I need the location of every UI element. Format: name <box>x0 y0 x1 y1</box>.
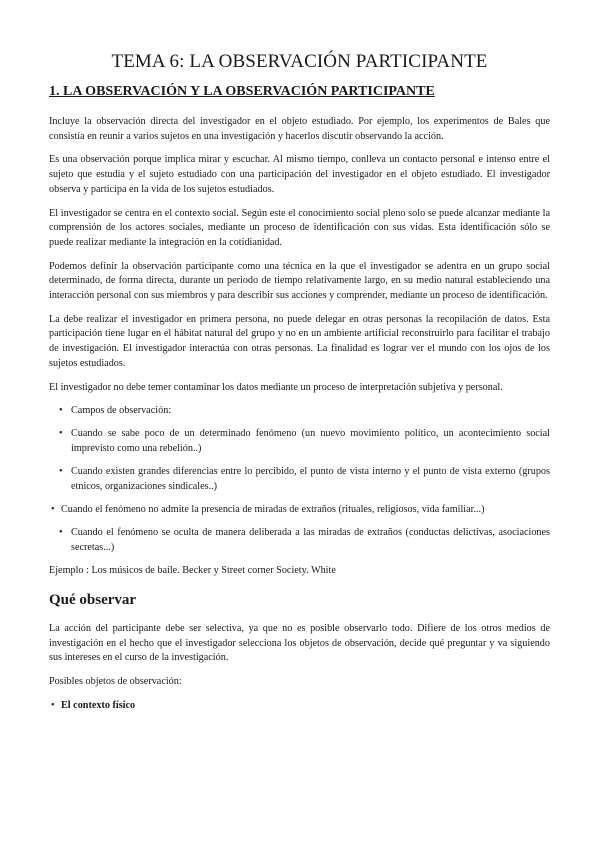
paragraph-5: La debe realizar el investigador en primera persona, no puede delegar en otras personas la recopilación de datos. Esta participación tiene lugar en el hábitat natural del grupo y no en un ambiente artificial reconstruirlo para facilitar el trabajo de investigación. El investigador interactúa con otras personas. La finalidad es lograr ver el mundo con los ojos de los sujetos estudiados. <box>49 313 550 369</box>
paragraph-4: Podemos definir la observación participante como una técnica en la que el investigador se adentra en un grupo social determinado, de forma directa, durante un periodo de tiempo relativamente largo, en su medio natural estableciendo una interacción personal con sus miembros y para describir sus acciones y comprender, mediante un proceso de identificación. <box>49 260 550 302</box>
bullet-icon: • <box>51 699 55 711</box>
bullet-icon: • <box>59 405 63 417</box>
bullet-icon: • <box>59 428 63 440</box>
list-item <box>49 526 550 555</box>
section-heading: 1. LA OBSERVACIÓN Y LA OBSERVACIÓN PARTICIPANTE <box>49 84 435 99</box>
paragraph-que-observar: La acción del participante debe ser selectiva, ya que no es posible observarlo todo. Difiere de los otros medios de investigación en el hecho que el investigador selecciona los objetos de observación, decide qué preguntar y va siguiendo sus intereses en el curso de la investigación. <box>49 623 550 664</box>
document-page <box>49 50 550 722</box>
list-item <box>49 699 550 714</box>
paragraph-1: Incluye la observación directa del investigador en el objeto estudiado. Por ejemplo, los experimentos de Bales que consistía en reunir a varios sujetos en una investigación y hacerlos discutir observando la acción. <box>49 116 550 142</box>
list-item <box>49 404 550 419</box>
list-item <box>49 427 550 456</box>
bullet-icon: • <box>59 466 63 478</box>
list-item-text: Cuando se sabe poco de un determinado fenómeno (un nuevo movimiento político, un acontecimiento social imprevisto como una rebelión..) <box>71 428 550 455</box>
list-item-text: Cuando existen grandes diferencias entre lo percibido, el punto de vista interno y el punto de vista externo (grupos etnicos, organizaciones sindicales..) <box>71 466 550 493</box>
list-item-text: Campos de observación: <box>71 405 172 417</box>
document-title: TEMA 6: LA OBSERVACIÓN PARTICIPANTE <box>111 51 488 72</box>
list-item-text: Cuando el fenómeno se oculta de manera deliberada a las miradas de extraños (conductas delictivas, asociaciones secretas...) <box>71 527 550 554</box>
posibles-objetos-label: Posibles objetos de observación: <box>49 676 182 688</box>
list-item-text: El contexto físico <box>61 699 136 711</box>
paragraph-3: El investigador se centra en el contexto social. Según este el conocimiento social pleno solo se puede alcanzar mediante la comprensión de los actores sociales, mediante un proceso de identificación con sus vidas. Esta identificación sólo se puede realizar mediante la integración en la cotidianidad. <box>49 207 550 248</box>
list-item <box>49 465 550 494</box>
list-item <box>49 503 550 518</box>
bullet-icon: • <box>51 504 55 516</box>
observation-fields-list <box>49 404 550 556</box>
list-item-text: Cuando el fenómeno no admite la presencia de miradas de extraños (rituales, religiosos, vida familiar...) <box>61 504 485 516</box>
bullet-icon: • <box>59 527 63 539</box>
paragraph-2: Es una observación porque implica mirar y escuchar. Al mismo tiempo, conlleva un contacto personal e intenso entre el sujeto que estudia y el sujeto estudiado con una participación del investigador en el objeto estudiado. El investigador observa y participa en la vida de los sujetos estudiados. <box>49 154 550 195</box>
objects-list <box>49 699 550 714</box>
paragraph-6: El investigador no debe temer contaminar los datos mediante un proceso de interpretación subjetiva y personal. <box>49 381 503 393</box>
example-line: Ejemplo : Los músicos de baile. Becker y Street corner Society. White <box>49 565 336 577</box>
subheading-que-observar: Qué observar <box>49 592 137 609</box>
